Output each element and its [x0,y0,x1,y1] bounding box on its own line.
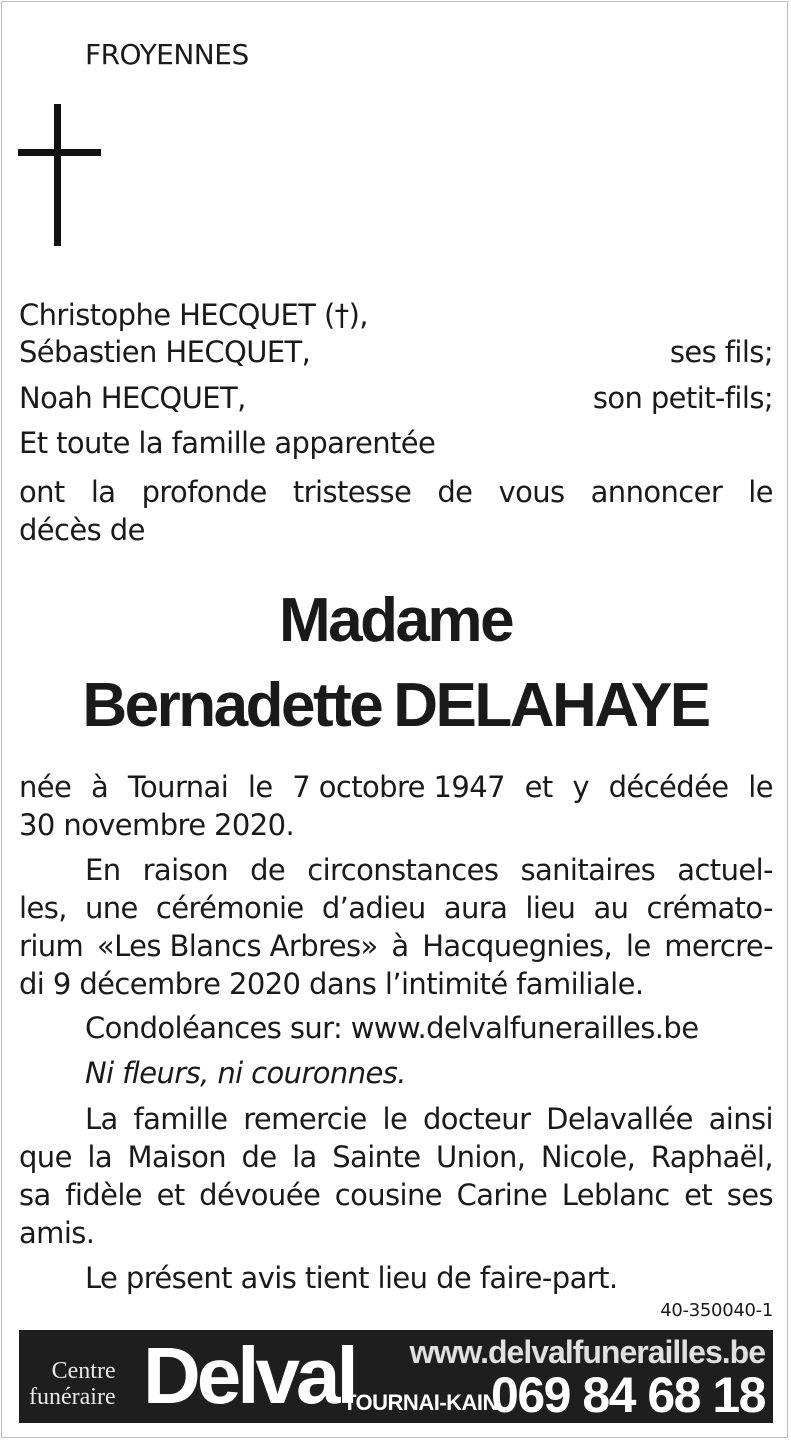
word: une [84,891,138,925]
word: crémato- [646,891,773,925]
justified-line [19,473,773,511]
word: la [292,1140,317,1174]
word: dévouée [199,1178,321,1212]
word: lieu [525,891,576,925]
deceased-title: Madame [278,586,513,655]
word: le [748,475,773,509]
family-line [19,381,773,421]
city-label: TOURNAI-KAIN [343,1390,498,1415]
word: les, [19,891,67,925]
word: Union, [436,1140,526,1174]
ceremony-text [19,851,773,1003]
word: Carine [456,1178,548,1212]
family-line [19,426,773,466]
justified-line [19,1176,773,1214]
word: que [19,1140,72,1174]
word: actuel- [677,853,773,887]
word: cérémonie [155,891,304,925]
word: ont [19,475,65,509]
word: et [156,1178,185,1212]
word: famille [133,1102,228,1136]
birth-text [19,768,773,844]
word: Delavallée [546,1102,693,1136]
family-name: Et toute la famille apparentée [19,426,436,460]
word: et [684,1178,713,1212]
deceased-first-name: Bernadette [82,671,382,740]
family-name: Christophe HECQUET (†), [19,298,368,332]
word: ses [726,1178,773,1212]
justified-line [19,768,773,806]
word: En [85,853,121,887]
justified-line [19,1138,773,1176]
word: Leblanc [561,1178,670,1212]
justified-line [19,851,773,889]
word: à [391,929,409,963]
word: Nicole, [540,1140,636,1174]
word: de [250,853,286,887]
funeraire-label: funéraire [29,1384,116,1410]
word: vous [498,475,565,509]
word: Hacquegnies, [422,929,613,963]
closing-text: Le présent avis tient lieu de faire-part. [85,1261,618,1295]
word: Raphaël, [650,1140,773,1174]
condolences-text: Condoléances sur: www.delvalfunerailles.be [85,1011,699,1045]
announcement-text [19,473,773,549]
word: circonstances [307,853,499,887]
justified-line [19,889,773,927]
word: fidèle [65,1178,143,1212]
website-link[interactable]: www.delvalfunerailles.be [409,1334,765,1370]
justified-line [19,927,773,965]
word: «Les Blancs Arbres» [96,929,378,963]
word: le [247,770,273,804]
word: cousine [334,1178,443,1212]
justified-line [19,1100,773,1138]
locality: FROYENNES [85,38,249,71]
centre-funeraire-label [29,1358,116,1410]
word: aura [443,891,508,925]
word: Maison [127,1140,226,1174]
announcement-last-line: décès de [19,513,145,547]
reference-number: 40-350040-1 [660,1300,773,1321]
word: décédée [608,770,729,804]
family-relation: ses fils; [669,335,773,369]
word: mercre- [664,929,773,963]
word: sanitaires [520,853,656,887]
word: d’adieu [321,891,426,925]
deceased-name [0,671,791,741]
word: profonde [141,475,267,509]
word: et [524,770,553,804]
word: tristesse [292,475,412,509]
word: sa [19,1178,51,1212]
word: la [90,475,116,509]
family-name: Sébastien HECQUET, [19,335,311,369]
family-name: Noah HECQUET, [19,381,246,415]
word: de [241,1140,277,1174]
brand-logo: Delval [143,1331,355,1420]
word: La [85,1102,118,1136]
deceased-last-name: DELAHAYE [393,671,709,740]
word: rium [19,929,84,963]
word: le [748,770,773,804]
birth-last-line: 30 novembre 2020. [19,808,295,842]
family-line [19,298,773,338]
no-flowers-text: Ni fleurs, ni couronnes. [85,1056,406,1090]
word: annoncer [590,475,723,509]
thanks-text [19,1100,773,1252]
centre-label: Centre [51,1358,116,1384]
word: raison [142,853,228,887]
thanks-last-line: amis. [19,1216,95,1250]
word: à [90,770,109,804]
word: la [87,1140,112,1174]
word: née [19,770,72,804]
word: de [437,475,473,509]
funeral-home-banner [19,1330,773,1423]
word: le [625,929,651,963]
word: 7 octobre 1947 [292,770,505,804]
word: docteur [422,1102,531,1136]
word: remercie [243,1102,367,1136]
phone-number[interactable]: 069 84 68 18 [491,1367,765,1423]
word: au [593,891,629,925]
ceremony-last-line: di 9 décembre 2020 dans l’intimité familiale. [19,967,644,1001]
word: le [382,1102,408,1136]
family-relation: son petit-fils; [592,381,773,415]
word: Tournai [127,770,229,804]
word: ainsi [708,1102,773,1136]
word: Sainte [332,1140,421,1174]
family-line [19,335,773,375]
word: y [572,770,589,804]
